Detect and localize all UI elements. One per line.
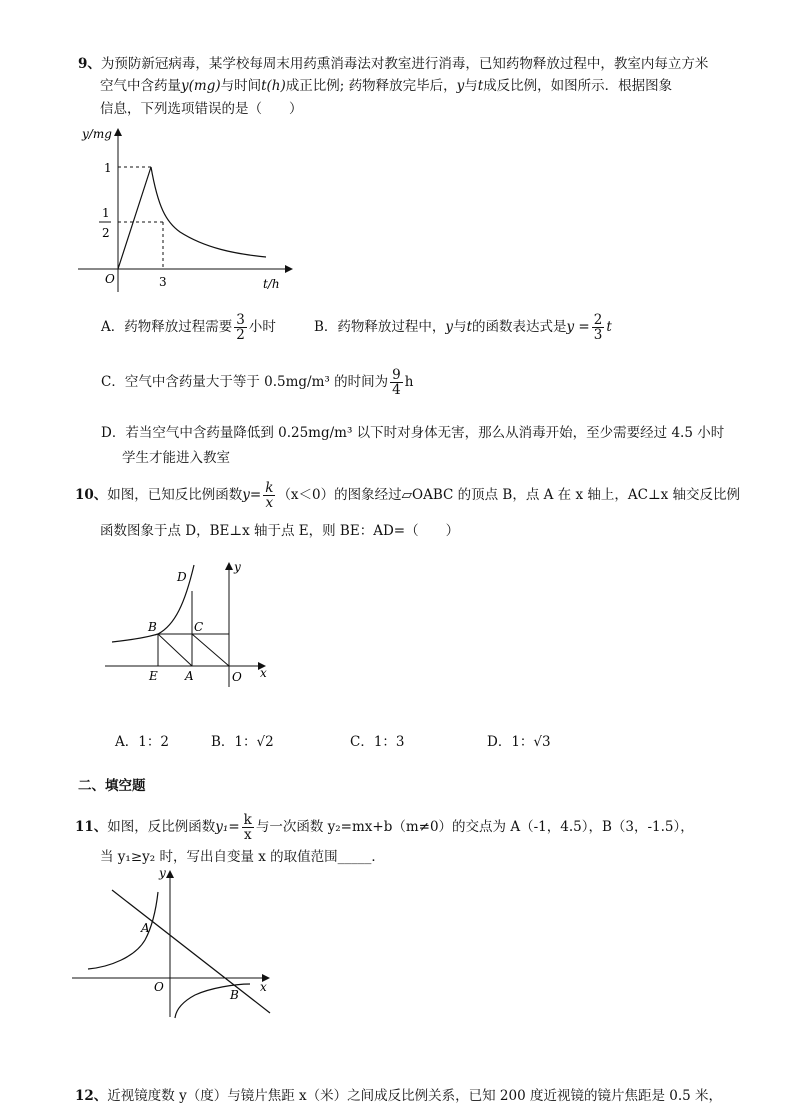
- q9-ytick-1: 1: [104, 161, 112, 175]
- q10-line2: 函数图象于点 D，BE⊥x 轴于点 E，则 BE：AD=（ ）: [100, 523, 460, 539]
- q10-option-b[interactable]: B．1：√2: [211, 734, 274, 750]
- q10-label-e: E: [149, 669, 158, 683]
- q11-label-o: O: [154, 980, 164, 994]
- q9-ytick-half-num: 1: [102, 206, 110, 220]
- q9-option-c[interactable]: C．空气中含药量大于等于 0.5mg/m³ 的时间为 $\frac{9}{4}$ h: [101, 367, 414, 398]
- q10-label-o: O: [232, 670, 242, 684]
- q10-number: 10、: [75, 487, 108, 503]
- q9-decay-curve: [151, 167, 266, 257]
- q9-ytick-half-den: 2: [102, 226, 110, 240]
- q11-line1: 11、如图，反比例函数y₁= $\frac{k}{x}$ 与一次函数 y₂=mx+b（m≠0）的交点为 A（-1，4.5），B（3，-1.5），: [75, 812, 694, 843]
- q11-number: 11、: [75, 819, 108, 835]
- q10-label-y: y: [234, 560, 241, 574]
- q11-label-x: x: [260, 980, 267, 994]
- q11-label-a: A: [141, 921, 150, 935]
- q10-graph: [100, 555, 275, 690]
- q10-label-d: D: [177, 570, 187, 584]
- q9-number: 9、: [78, 56, 101, 72]
- q11-graph: [70, 862, 280, 1022]
- q10-option-c[interactable]: C．1：3: [350, 734, 405, 750]
- q9-line1: 9、为预防新冠病毒，某学校每周末用药熏消毒法对教室进行消毒，已知药物释放过程中，教室内每立方米: [78, 56, 709, 72]
- q11-label-y: y: [159, 866, 166, 880]
- q9-origin: O: [105, 272, 115, 286]
- q9-option-d[interactable]: D．若当空气中含药量降低到 0.25mg/m³ 以下时对身体无害，那么从消毒开始，至少需要经过 4.5 小时 学生才能进入教室: [101, 425, 725, 466]
- q9-ylabel: y/mg: [82, 127, 112, 141]
- q11-y-arrow: [166, 870, 174, 878]
- q10-line-ba: [158, 634, 192, 666]
- q9-option-b[interactable]: B．药物释放过程中，y与t的函数表达式是y = $\frac{2}{3}$ t: [314, 312, 612, 343]
- q11-line2: 当 y₁≥y₂ 时，写出自变量 x 的取值范围_____．: [100, 849, 385, 865]
- q10-option-a[interactable]: A．1：2: [115, 734, 169, 750]
- q12-line1: 12、近视镜度数 y（度）与镜片焦距 x（米）之间成反比例关系，已知 200 度近视镜的镜片焦距是 0.5 米，: [75, 1088, 723, 1104]
- q10-line-co: [192, 634, 229, 666]
- q10-option-d[interactable]: D．1：√3: [487, 734, 551, 750]
- q10-label-a: A: [185, 669, 194, 683]
- q9-y-arrow: [114, 128, 122, 136]
- q10-label-x: x: [260, 666, 267, 680]
- q10-line1: 10、如图，已知反比例函数y= $\frac{k}{x}$ （x＜0）的图象经过▱OABC 的顶点 B，点 A 在 x 轴上，AC⊥x 轴交反比例: [75, 480, 741, 511]
- q9-line2: 空气中含药量y(mg)与时间t(h)成正比例; 药物释放完毕后，y与t成反比例，如图所示．根据图象: [100, 78, 673, 94]
- q11-label-b: B: [230, 988, 239, 1002]
- section-fill-in-title: 二、填空题: [78, 778, 146, 794]
- q9-graph: [70, 122, 300, 297]
- q9-rise-line: [118, 167, 151, 269]
- q9-xlabel: t/h: [263, 277, 280, 291]
- q9-option-a[interactable]: A．药物释放过程需要 $\frac{3}{2}$ 小时: [101, 312, 276, 343]
- q12-number: 12、: [75, 1088, 108, 1104]
- q9-x-arrow: [285, 265, 293, 273]
- q9-line3: 信息，下列选项错误的是（ ）: [100, 101, 303, 117]
- q10-label-b: B: [148, 620, 157, 634]
- q10-y-arrow: [225, 562, 233, 570]
- q10-label-c: C: [194, 620, 204, 634]
- q9-xtick-3: 3: [159, 275, 167, 289]
